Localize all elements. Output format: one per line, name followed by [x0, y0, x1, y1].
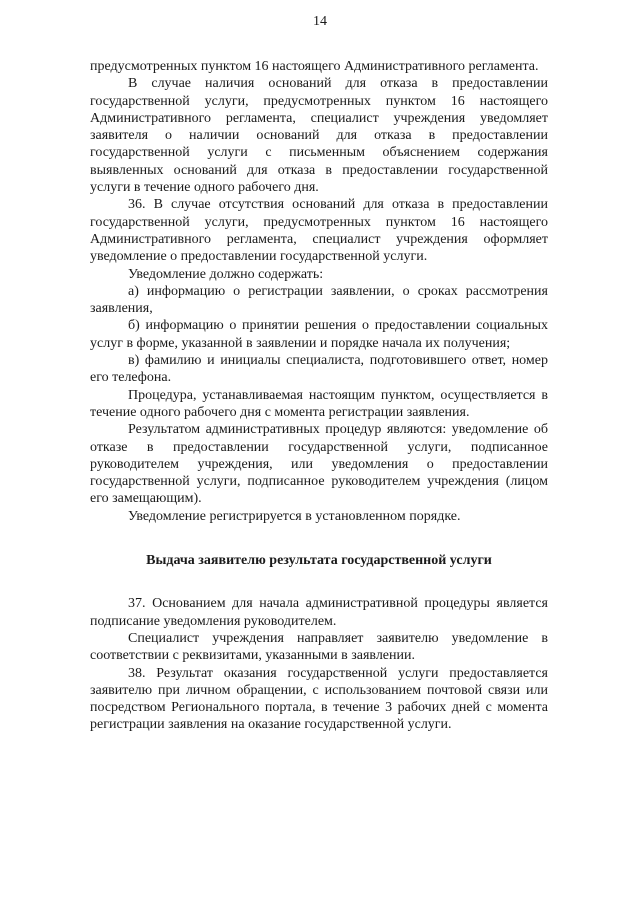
paragraph: предусмотренных пунктом 16 настоящего Административного регламента.: [90, 59, 539, 74]
list-item-b: б) информацию о принятии решения о предоставлении социальных услуг в форме, указанной в заявлении и порядке начала их получения;: [90, 318, 548, 351]
paragraph: Уведомление должно содержать:: [128, 266, 324, 282]
paragraph: Уведомление регистрируется в установленном порядке.: [128, 508, 461, 524]
paragraph-item-37: 37. Основанием для начала административной процедуры является подписание уведомления руководителем.: [90, 596, 548, 629]
section-heading: Выдача заявителю результата государственной услуги: [146, 553, 492, 569]
paragraph: Результатом административных процедур являются: уведомление об отказе в предоставлении государственной услуги, подписанное руководителем учреждения, или уведомления о предоставлении государственной услуги, подписанное руководителем учреждения (лицом его замещающим).: [90, 422, 548, 507]
paragraph-item-36: 36. В случае отсутствия оснований для отказа в предоставлении государственной услуги, предусмотренных пунктом 16 настоящего Административного регламента, специалист учреждения оформляет уведомление о предоставлении государственной услуги.: [90, 197, 548, 265]
paragraph-item-38: 38. Результат оказания государственной услуги предоставляется заявителю при личном обращении, с использованием почтовой связи или посредством Регионального портала, в течение 3 рабочих дней с момента регистрации заявления на оказание государственной услуги.: [90, 665, 548, 733]
paragraph: В случае наличия оснований для отказа в предоставлении государственной услуги, предусмотренных пунктом 16 настоящего Административного регламента, специалист учреждения уведомляет заявителя о наличии оснований для отказа в предоставлении государственной услуги с письменным объяснением содержания выявленных оснований для отказа в предоставлении государственной услуги в течение одного рабочего дня.: [90, 76, 548, 196]
list-item-a: а) информацию о регистрации заявлении, о сроках рассмотрения заявления,: [90, 283, 548, 317]
document-body: [90, 58, 548, 734]
list-item-v: в) фамилию и инициалы специалиста, подготовившего ответ, номер его телефона.: [90, 353, 548, 386]
page-number: 14: [313, 14, 327, 29]
paragraph: Процедура, устанавливаемая настоящим пунктом, осуществляется в течение одного рабочего дня с момента регистрации заявления.: [90, 387, 548, 420]
paragraph: Специалист учреждения направляет заявителю уведомление в соответствии с реквизитами, указанными в заявлении.: [90, 630, 548, 664]
